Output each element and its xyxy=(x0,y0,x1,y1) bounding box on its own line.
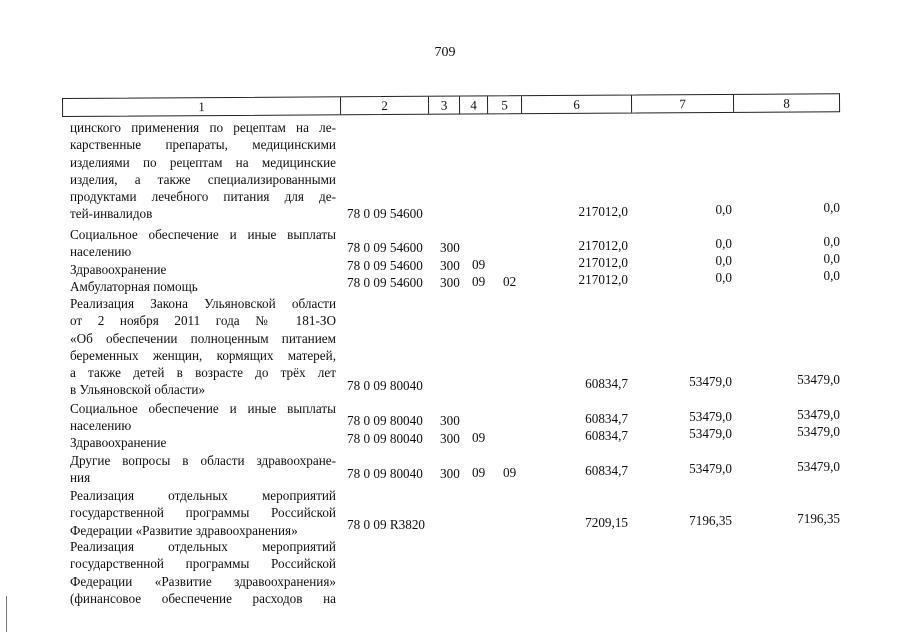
header-cell-6: 6 xyxy=(522,96,632,114)
cell-expense-type: 300 xyxy=(440,413,460,428)
description-line: от 2 ноября 2011 года № 181-ЗО xyxy=(70,313,336,329)
cell-subsection: 02 xyxy=(503,274,517,289)
description-line: государственной программы Российской xyxy=(70,505,336,521)
cell-target-code: 78 0 09 54600 xyxy=(347,240,423,255)
description-line: Социальное обеспечение и иные выплаты xyxy=(70,401,336,416)
cell-target-code: 78 0 09 80040 xyxy=(347,466,423,481)
cell-value-col7: 0,0 xyxy=(715,270,732,285)
description-line: населению xyxy=(70,244,132,260)
scan-margin-mark xyxy=(6,596,7,632)
cell-target-code: 78 0 09 R3820 xyxy=(347,517,426,532)
row-description xyxy=(70,538,336,607)
description-line: Федерации «Развитие здравоохранения» xyxy=(70,573,336,589)
cell-value-col6: 217012,0 xyxy=(578,272,628,287)
cell-value-col8: 0,0 xyxy=(823,268,840,283)
description-line: изделиями по рецептам на медицинские xyxy=(70,154,336,170)
description-line: Федерации «Развитие здравоохранения» xyxy=(70,522,298,538)
cell-section: 09 xyxy=(472,274,486,289)
header-cell-4: 4 xyxy=(460,96,488,113)
row-description xyxy=(70,452,336,487)
page-number: 709 xyxy=(434,45,456,60)
row-description xyxy=(70,434,336,451)
description-line: (финансовое обеспечение расходов на xyxy=(70,590,336,606)
row-description xyxy=(70,226,336,261)
cell-value-col8: 0,0 xyxy=(823,234,840,249)
description-line: Здравоохранение xyxy=(70,262,167,277)
cell-value-col7: 53479,0 xyxy=(689,409,732,424)
cell-expense-type: 300 xyxy=(440,258,460,273)
cell-target-code: 78 0 09 80040 xyxy=(347,413,423,428)
header-cell-7: 7 xyxy=(632,95,734,113)
description-line: а также детей в возрасте до трёх лет xyxy=(70,365,336,381)
header-cell-1: 1 xyxy=(63,97,341,116)
description-line: Социальное обеспечение и иные выплаты xyxy=(70,227,336,242)
description-line: Реализация отдельных мероприятий xyxy=(70,488,336,503)
cell-section: 09 xyxy=(472,257,486,272)
header-cell-2: 2 xyxy=(341,97,429,115)
cell-value-col6: 60834,7 xyxy=(585,463,628,478)
cell-expense-type: 300 xyxy=(440,275,460,290)
cell-expense-type: 300 xyxy=(440,431,460,446)
cell-target-code: 78 0 09 80040 xyxy=(347,431,423,446)
cell-section: 09 xyxy=(472,465,486,480)
description-line: изделия, а также специализированными xyxy=(70,171,336,187)
cell-value-col7: 53479,0 xyxy=(689,461,732,476)
cell-value-col7: 53479,0 xyxy=(689,426,732,441)
cell-expense-type: 300 xyxy=(440,240,460,255)
cell-value-col7: 0,0 xyxy=(715,202,732,217)
cell-value-col6: 7209,15 xyxy=(585,515,628,530)
cell-value-col6: 60834,7 xyxy=(585,411,628,426)
cell-value-col8: 0,0 xyxy=(823,200,840,215)
cell-value-col6: 60834,7 xyxy=(585,376,628,391)
cell-subsection: 09 xyxy=(503,465,517,480)
cell-value-col8: 53479,0 xyxy=(797,424,840,439)
cell-value-col6: 217012,0 xyxy=(578,255,628,270)
row-description xyxy=(70,400,336,435)
row-description xyxy=(70,278,336,295)
header-cell-5: 5 xyxy=(488,96,522,113)
description-line: «Об обеспечении полноценным питанием xyxy=(70,330,336,346)
row-description xyxy=(70,119,336,223)
description-line: в Ульяновской области» xyxy=(70,382,206,398)
cell-value-col8: 53479,0 xyxy=(797,459,840,474)
description-line: продуктами лечебного питания для де- xyxy=(70,189,336,205)
description-line: беременных женщин, кормящих матерей, xyxy=(70,347,336,363)
header-cell-3: 3 xyxy=(429,97,460,114)
cell-value-col8: 0,0 xyxy=(823,251,840,266)
cell-section: 09 xyxy=(472,430,486,445)
description-line: Реализация Закона Ульяновской области xyxy=(70,296,336,311)
cell-value-col8: 7196,35 xyxy=(797,511,840,526)
description-line: Реализация отдельных мероприятий xyxy=(70,539,336,554)
description-line: Другие вопросы в области здравоохране- xyxy=(70,453,336,468)
cell-value-col6: 217012,0 xyxy=(578,204,628,219)
cell-value-col7: 7196,35 xyxy=(689,513,732,528)
row-description xyxy=(70,261,336,278)
cell-value-col6: 217012,0 xyxy=(578,238,628,253)
description-line: Амбулаторная помощь xyxy=(70,279,198,294)
cell-value-col8: 53479,0 xyxy=(797,407,840,422)
cell-target-code: 78 0 09 54600 xyxy=(347,275,423,290)
cell-target-code: 78 0 09 54600 xyxy=(347,206,423,221)
cell-value-col7: 0,0 xyxy=(715,253,732,268)
cell-value-col8: 53479,0 xyxy=(797,372,840,387)
description-line: Здравоохранение xyxy=(70,435,167,450)
description-line: тей-инвалидов xyxy=(70,206,153,222)
cell-value-col7: 0,0 xyxy=(715,236,732,251)
cell-target-code: 78 0 09 80040 xyxy=(347,378,423,393)
description-line: цинского применения по рецептам на ле- xyxy=(70,120,336,135)
cell-value-col6: 60834,7 xyxy=(585,428,628,443)
description-line: государственной программы Российской xyxy=(70,556,336,572)
description-line: карственные препараты, медицинскими xyxy=(70,137,336,153)
cell-target-code: 78 0 09 54600 xyxy=(347,258,423,273)
cell-value-col7: 53479,0 xyxy=(689,374,732,389)
header-cell-8: 8 xyxy=(783,95,790,111)
description-line: ния xyxy=(70,470,91,486)
row-description xyxy=(70,295,336,399)
cell-expense-type: 300 xyxy=(440,466,460,481)
row-description xyxy=(70,487,336,539)
description-line: населению xyxy=(70,418,132,434)
